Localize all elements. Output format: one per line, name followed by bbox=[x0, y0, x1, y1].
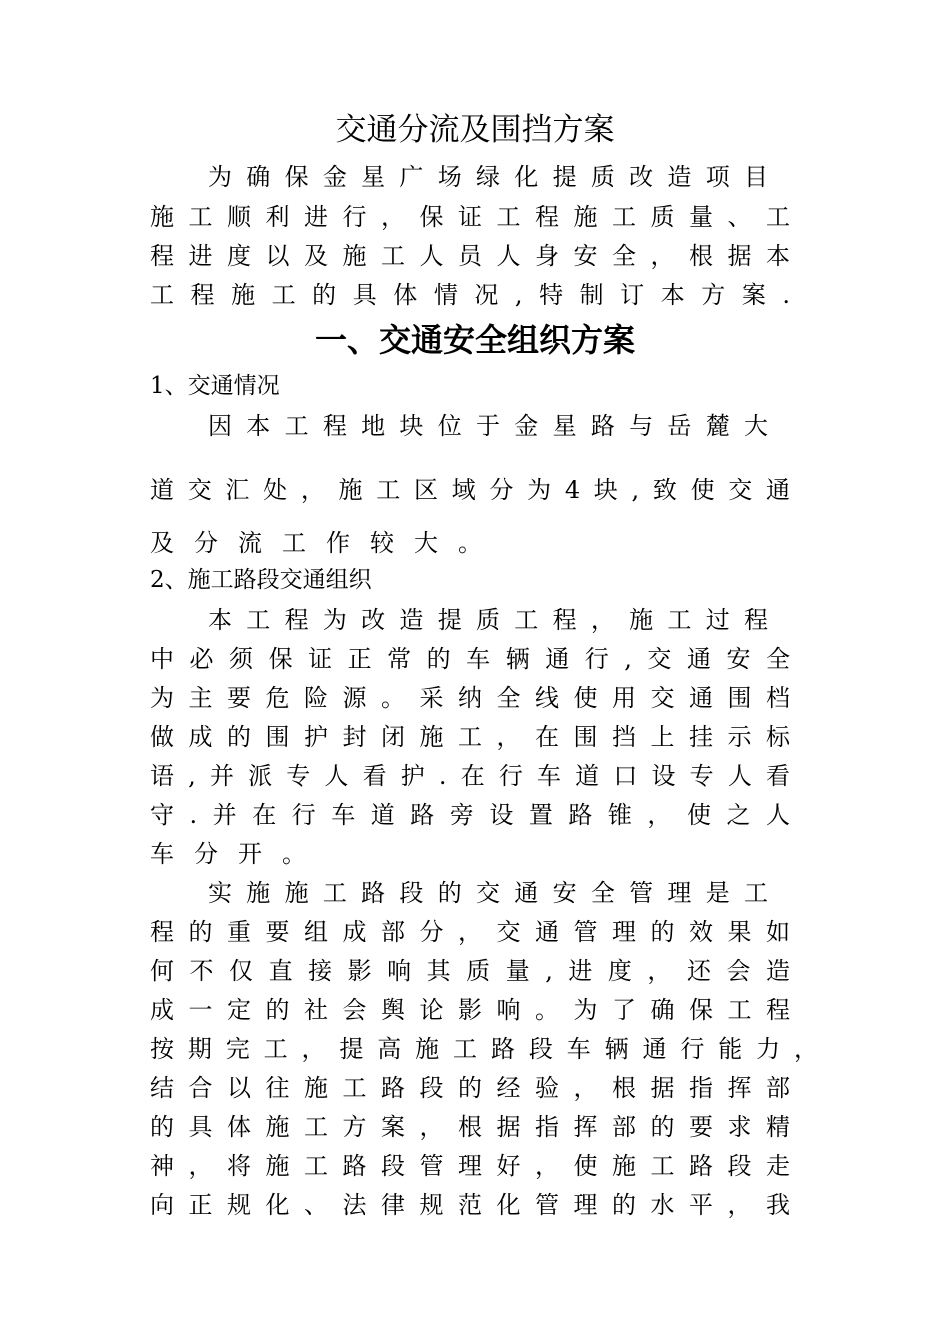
intro-line-1: 为确保金星广场绿化提质改造项目 bbox=[208, 163, 768, 191]
management-line-7: 的具体施工方案，根据指挥部的要求精 bbox=[150, 1113, 790, 1141]
intro-line-2: 施工顺利进行，保证工程施工质量、工 bbox=[150, 203, 790, 231]
organization-line-2: 中必须保证正常的车辆通行,交通安全 bbox=[150, 645, 790, 673]
organization-line-6: 守.并在行车道路旁设置路锥，使之人 bbox=[150, 801, 790, 829]
traffic-line-1: 因本工程地块位于金星路与岳麓大 bbox=[208, 412, 768, 440]
intro-line-3: 程进度以及施工人员人身安全，根据本 bbox=[150, 242, 790, 270]
management-line-5: 按期完工，提高施工路段车辆通行能力， bbox=[150, 1035, 818, 1063]
traffic-line-3: 及分流工作较大。 bbox=[150, 529, 502, 557]
management-line-2: 程的重要组成部分，交通管理的效果如 bbox=[150, 918, 790, 946]
organization-line-1: 本工程为改造提质工程，施工过程 bbox=[208, 606, 768, 634]
organization-line-7: 车分开。 bbox=[150, 840, 326, 868]
management-line-9: 向正规化、法律规范化管理的水平，我 bbox=[150, 1191, 790, 1219]
subsection-1-heading: 1、交通情况 bbox=[150, 373, 280, 399]
traffic-line-2: 道交汇处，施工区域分为4块,致使交通 bbox=[150, 476, 790, 504]
management-line-4: 成一定的社会舆论影响。为了确保工程 bbox=[150, 996, 790, 1024]
management-line-8: 神，将施工路段管理好，使施工路段走 bbox=[150, 1152, 790, 1180]
intro-line-4: 工程施工的具体情况,特制订本方案. bbox=[150, 281, 790, 309]
section-1-heading: 一、交通安全组织方案 bbox=[314, 321, 635, 359]
management-line-1: 实施施工路段的交通安全管理是工 bbox=[208, 879, 768, 907]
management-line-6: 结合以往施工路段的经验，根据指挥部 bbox=[150, 1074, 790, 1102]
organization-line-3: 为主要危险源。采纳全线使用交通围档 bbox=[150, 684, 790, 712]
organization-line-5: 语,并派专人看护.在行车道口设专人看 bbox=[150, 762, 790, 790]
management-line-3: 何不仅直接影响其质量,进度，还会造 bbox=[150, 957, 790, 985]
subsection-2-heading: 2、施工路段交通组织 bbox=[150, 567, 372, 593]
document-title: 交通分流及围挡方案 bbox=[335, 112, 615, 148]
organization-line-4: 做成的围护封闭施工，在围挡上挂示标 bbox=[150, 723, 790, 751]
